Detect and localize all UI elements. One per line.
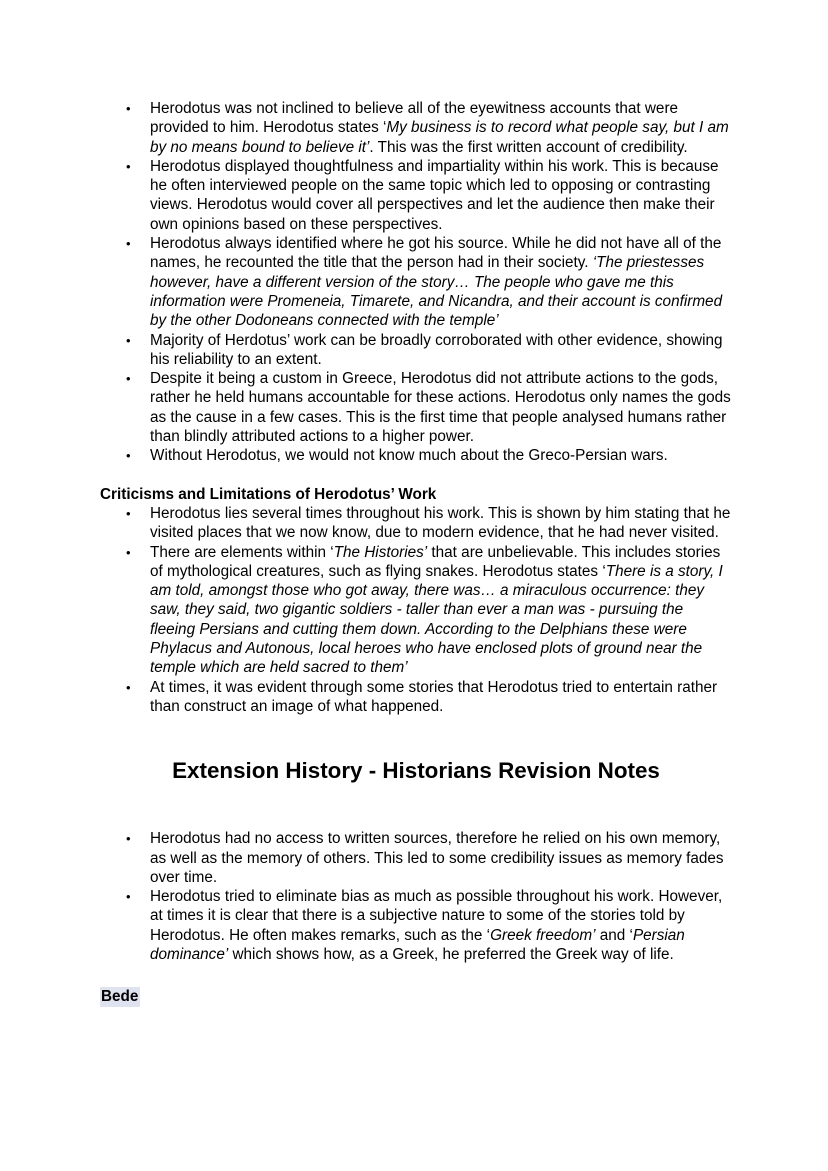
- spacer: [100, 716, 732, 757]
- body-text: Herodotus always identified where he got his source. While he did not have all of the names, he recounted the title that the person had in their society.: [150, 235, 722, 272]
- body-text: Herodotus tried to eliminate bias as much as possible throughout his work. However, at times it is clear that there is a subjective nature to some of the stories told by Herodotus. He often makes remarks, such as the ‘: [150, 888, 723, 944]
- list-item: [100, 543, 732, 678]
- document-content: [100, 99, 732, 1007]
- body-text: Without Herodotus, we would not know much about the Greco-Persian wars.: [150, 447, 668, 465]
- body-text: There are elements within ‘: [150, 543, 334, 561]
- quoted-text: My business is to record what people say, but I am by no means bound to believe it’: [150, 119, 729, 156]
- quoted-text: Greek freedom’: [490, 926, 596, 944]
- footer-note: [100, 987, 732, 1006]
- quoted-text: The Histories’: [333, 543, 428, 561]
- page-title: Extension History - Historians Revision Notes: [172, 758, 660, 784]
- list-item: [100, 504, 732, 543]
- list-item: [100, 157, 732, 234]
- body-text: Herodotus had no access to written sources, therefore he relied on his own memory, as well as the memory of others. This led to some credibility issues as memory fades over time.: [150, 830, 724, 886]
- body-text: Majority of Herdotus’ work can be broadly corroborated with other evidence, showing his reliability to an extent.: [150, 331, 723, 368]
- spacer: [100, 466, 732, 485]
- post-title-bullet-list: [100, 829, 732, 964]
- list-item: [100, 678, 732, 717]
- body-text: At times, it was evident through some stories that Herodotus tried to entertain rather than construct an image of what happened.: [150, 678, 718, 715]
- body-text: Herodotus displayed thoughtfulness and impartiality within his work. This is because he often interviewed people on the same topic which led to opposing or contrasting views. Herodotus would cover all perspectives and let the audience then make their own opinions based on these perspectives.: [150, 157, 719, 233]
- criticisms-section-heading: Criticisms and Limitations of Herodotus’ Work: [100, 485, 437, 503]
- body-text: Herodotus was not inclined to believe all of the eyewitness accounts that were provided to him. Herodotus states ‘: [150, 100, 679, 137]
- strengths-bullet-list: [100, 99, 732, 466]
- quoted-text: ‘The priestesses however, have a different version of the story… The people who gave me this information were Promeneia, Timarete, and Nicandra, and their account is confirmed by the other Dodoneans connected with the temple’: [150, 254, 723, 330]
- body-text: which shows how, as a Greek, he preferred the Greek way of life.: [228, 945, 674, 963]
- footer-note-highlight: Bede: [101, 988, 139, 1006]
- body-text: and ‘: [595, 926, 633, 944]
- quoted-text: Persian dominance’: [150, 926, 685, 963]
- list-item: [100, 234, 732, 330]
- list-item: [100, 887, 732, 964]
- body-text: Herodotus lies several times throughout his work. This is shown by him stating that he visited places that we now know, due to modern evidence, that he had never visited.: [150, 504, 731, 542]
- body-text: . This was the first written account of credibility.: [369, 138, 688, 156]
- list-item: [100, 446, 732, 465]
- list-item: [100, 99, 732, 157]
- list-item: [100, 331, 732, 370]
- list-item: [100, 829, 732, 887]
- body-text: that are unbelievable. This includes stories of mythological creatures, such as flying snakes. Herodotus states ‘: [150, 543, 721, 580]
- criticisms-bullet-list: [100, 504, 732, 716]
- body-text: Despite it being a custom in Greece, Herodotus did not attribute actions to the gods, rather he held humans accountable for these actions. Herodotus only names the gods as the cause in a few cases. This is the first time that people analysed humans rather than blindly attributed actions to a higher power.: [150, 370, 731, 446]
- list-item: [100, 369, 732, 446]
- spacer: [100, 785, 732, 829]
- spacer: [100, 964, 732, 987]
- quoted-text: There is a story, I am told, amongst those who got away, there was… a miraculous occurrence: they saw, they said, two gigantic soldiers - taller than ever a man was - pursuing the fleeing Persians and cutting them down. According to the Delphians these were Phylacus and Autonous, local heroes who have enclosed plots of ground near the temple which are held sacred to them’: [150, 562, 723, 677]
